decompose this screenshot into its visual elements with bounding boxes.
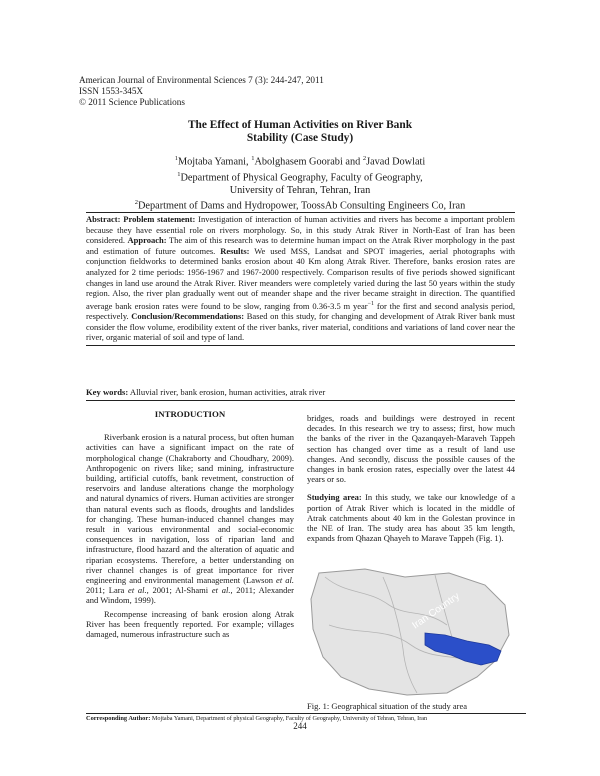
paper-title bbox=[0, 119, 600, 145]
abstract-label: Abstract: bbox=[86, 214, 121, 224]
author-block bbox=[0, 153, 600, 213]
intro-paragraph-3: bridges, roads and buildings were destroyed in recent decades. In this research we try to assess; first, how much the banks of the river in the Qazanqayeh-Maraveh Tappeh section has changed over time as a result of land use changes. And secondly, discuss the possible causes of the changes in bank erosion rates, especially over the latest 44 years or so. bbox=[307, 413, 515, 485]
author-names: $^1$Mojtaba Yamani, $^1$Abolghasem Goorabi and $^2$Javad Dowlati bbox=[174, 155, 426, 168]
study-area-paragraph: Studying area: In this study, we take our knowledge of a portion of Atrak River which is located in the middle of Atrak catchments about 40 km in the Golestan province in the NE of Iran. The study area has about 35 km length, expands from Qhazan Qhayeh to Marave Tappeh (Fig. 1). bbox=[307, 492, 515, 544]
author-1: Mojtaba Yamani, bbox=[177, 156, 252, 168]
journal-citation: American Journal of Environmental Sciences 7 (3): 244-247, 2011 bbox=[79, 75, 324, 85]
page-number: 244 bbox=[293, 721, 307, 731]
section-heading-introduction: INTRODUCTION bbox=[154, 409, 226, 419]
intro-paragraph-1: Riverbank erosion is a natural process, but often human activities can have a significant impact on the rate of morphological change (Chakraborty and Choudhary, 2009). Anthropogenic on rivers like; sand mining, infrastructure building, artificial cutoffs, bank revetment, construction of reservoirs and landuse alterations change the morphology and natural dynamics of rivers. Human activities are stronger than natural events such as floods, droughts and landslides for changing. These human-induced channel changes may result in various environmental and social-economic consequences in navigation, loss of riparian land and infrastructure, flood hazard and the alteration of aquatic and riparian ecosystems. Therefore, a better understanding on river channel changes is of great importance for river engineering and environmental management (Lawson et al. 2011; Lara et al., 2001; Al-Shami et al., 2011; Alexander and Windom, 1999). bbox=[86, 432, 294, 606]
journal-header bbox=[79, 75, 324, 108]
issn: ISSN 1553-345X bbox=[79, 86, 144, 96]
copyright: © 2011 Science Publications bbox=[79, 97, 185, 107]
affiliation-1-cont: University of Tehran, Tehran, Iran bbox=[229, 184, 371, 196]
left-column bbox=[86, 409, 294, 639]
keywords: Key words: Alluvial river, bank erosion, human activities, atrak river bbox=[86, 387, 326, 397]
author-2: Abolghasem Goorabi and bbox=[254, 156, 363, 168]
figure-caption: Fig. 1: Geographical situation of the study area bbox=[307, 701, 468, 711]
title-line-1: The Effect of Human Activities on River Bank bbox=[187, 119, 413, 131]
author-3: Javad Dowlati bbox=[366, 156, 426, 168]
abstract-box bbox=[86, 212, 515, 346]
divider bbox=[86, 400, 515, 401]
study-area-map bbox=[307, 565, 516, 698]
corresponding-author: Corresponding Author: Mojtaba Yamani, Department of physical Geography, Faculty of Geography, University of Tehran, Tehran, Iran bbox=[86, 713, 526, 723]
intro-paragraph-2: Recompense increasing of bank erosion along Atrak River has been frequently reported. For example; villages damaged, numerous infrastructure such as bbox=[86, 608, 294, 640]
affiliation-1: $^1$Department of Physical Geography, Faculty of Geography, bbox=[177, 170, 423, 184]
right-column bbox=[307, 413, 515, 543]
abstract-text: Abstract: Problem statement: Investigation of interaction of human activities and rivers has become a important problem because they have essential role on rivers morphology. So, in this study Atrak River in North-East of Iran has been considered. Approach: The aim of this research was to determine human impact on the Atrak River morphology in the past and estimation of future outcomes. Results: We used MSS, Landsat and SPOT imageries, aerial photographs with conjunction fieldworks to determined banks erosion about 40 Km along Atrak River. Therefore, banks erosion rates are analyzed for 2 time periods: 1956-1967 and 1967-2000 respectively. Comparison results of five periods showed significant changes in land use around the Atrak River. River meanders were completely varied during the last 50 years within the study region. Also, the river plan gradually went out of meander shape and the river became straight in direction. The quantified average bank erosion rates were found to be slow, ranging from 0.36-3.5 m year$^{-1}$ for the first and second analysis period, respectively. Conclusion/Recommendations: Based on this study, for changing and development of Atrak River bank must consider the flow volume, erodibility extent of the river banks, river material, conditions and variations of land cover near the river, organic material of soil and type of land. bbox=[86, 214, 516, 343]
title-line-2: Stability (Case Study) bbox=[246, 132, 354, 144]
affiliation-2: $^2$Department of Dams and Hydropower, ToossAb Consulting Engineers Co, Iran bbox=[134, 199, 466, 212]
map-label-iran-country: Iran Country bbox=[410, 590, 462, 632]
